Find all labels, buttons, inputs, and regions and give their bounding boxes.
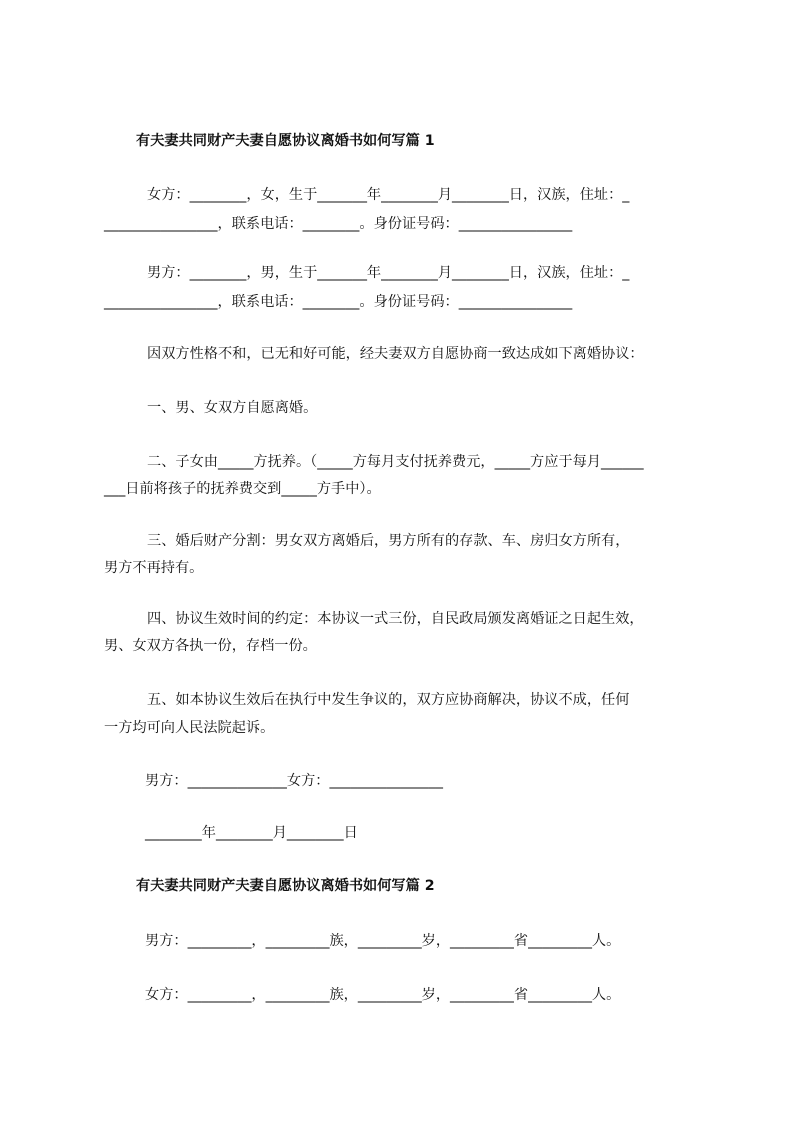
clause-4-line2: 男、女双方各执一份，存档一份。: [104, 638, 317, 654]
section2-male-line: 男方：_________，_________族，_________岁，_________省_________人。: [145, 933, 621, 949]
clause-1: 一、男、女双方自愿离婚。: [147, 400, 318, 416]
clause-2-line2: ___日前将孩子的抚养费交到_____方手中）。: [104, 481, 381, 497]
section2-female-line: 女方：_________，_________族，_________岁，_________省_________人。: [145, 987, 621, 1003]
section1-heading: 有夫妻共同财产夫妻自愿协议离婚书如何写篇 1: [136, 133, 435, 149]
female-info-line2: ________________，联系电话：________。身份证号码：________________: [104, 216, 573, 232]
intro-paragraph: 因双方性格不和，已无和好可能，经夫妻双方自愿协商一致达成如下离婚协议：: [147, 346, 644, 362]
clause-3-line1: 三、婚后财产分割：男女双方离婚后，男方所有的存款、车、房归女方所有，: [147, 533, 630, 549]
section2-heading: 有夫妻共同财产夫妻自愿协议离婚书如何写篇 2: [136, 878, 435, 894]
clause-5-line1: 五、如本协议生效后在执行中发生争议的，双方应协商解决，协议不成，任何: [147, 692, 630, 708]
female-info-line1: 女方：________，女，生于_______年________月________日，汉族，住址：_: [147, 187, 630, 203]
signature-line: 男方：______________女方：________________: [145, 773, 443, 789]
clause-5-line2: 一方均可向人民法院起诉。: [104, 720, 275, 736]
clause-2-line1: 二、子女由_____方抚养。（_____方每月支付抚养费元，_____方应于每月______: [147, 454, 644, 470]
male-info-line2: ________________，联系电话：________。身份证号码：________________: [104, 294, 573, 310]
clause-3-line2: 男方不再持有。: [104, 560, 204, 576]
male-info-line1: 男方：________，男，生于_______年________月________日，汉族，住址：_: [147, 265, 630, 281]
date-line: ________年________月________日: [145, 825, 358, 841]
clause-4-line1: 四、协议生效时间的约定：本协议一式三份，自民政局颁发离婚证之日起生效，: [147, 611, 644, 627]
